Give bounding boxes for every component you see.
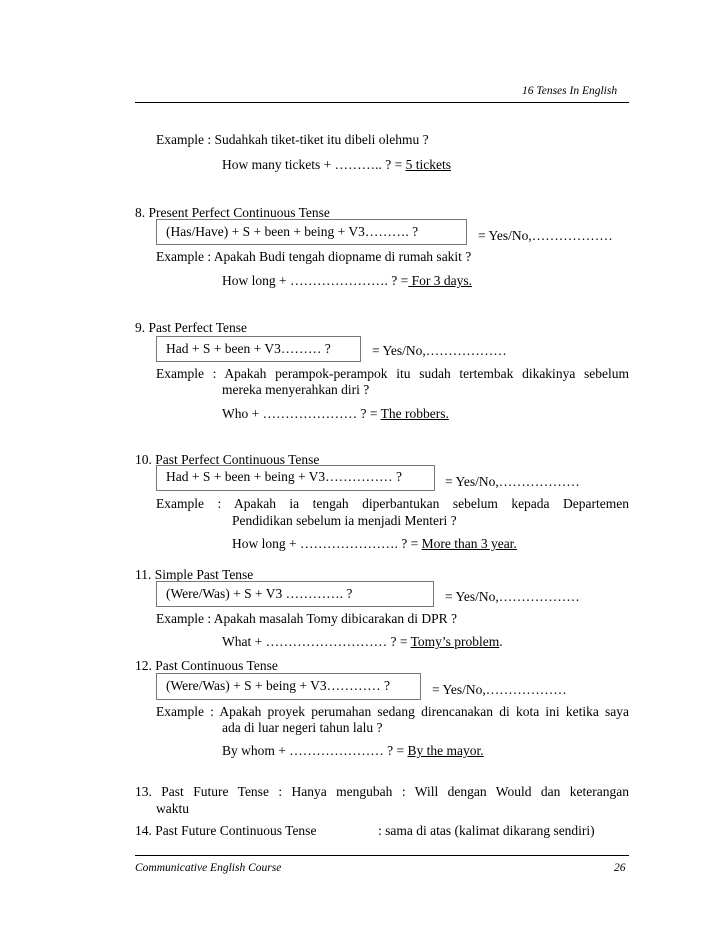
section-10-example-line-1: Example : Apakah ia tengah diperbantukan sebelum kepada Departemen (156, 496, 629, 511)
section-13-line-2: waktu (156, 801, 189, 816)
section-10-formula: Had + S + been + being + V3…………… ? (166, 469, 403, 484)
section-11-question-end: . (499, 634, 503, 649)
intro-example: Example : Sudahkah tiket-tiket itu dibeli olehmu ? (156, 132, 429, 147)
section-11-result: = Yes/No,……………… (445, 589, 580, 604)
section-9-answer: The robbers. (380, 406, 449, 421)
footer-course: Communicative English Course (135, 862, 282, 874)
section-9-formula: Had + S + been + V3……… ? (166, 341, 331, 356)
section-10-title: 10. Past Perfect Continuous Tense (135, 452, 320, 467)
section-8-result: = Yes/No,……………… (478, 228, 613, 243)
header-rule (135, 102, 629, 103)
section-11-question-text: What + ……………………… ? = (222, 634, 411, 649)
section-9-example-line-2: mereka menyerahkan diri ? (222, 382, 370, 397)
section-9-result: = Yes/No,……………… (372, 343, 507, 358)
section-13-line-1: 13. Past Future Tense : Hanya mengubah : Will dengan Would dan keterangan (135, 784, 629, 799)
section-10-question (232, 536, 517, 552)
section-8-example: Example : Apakah Budi tengah diopname di rumah sakit ? (156, 249, 472, 264)
section-12-question (222, 743, 484, 759)
section-12-example-line-2: ada di luar negeri tahun lalu ? (222, 720, 383, 735)
intro-question-text: How many tickets + ……….. ? = (222, 157, 406, 172)
section-11-formula: (Were/Was) + S + V3 …………. ? (166, 586, 353, 601)
section-11-question (222, 634, 503, 650)
section-12-question-text: By whom + ………………… ? = (222, 743, 408, 758)
section-9-example-line-1: Example : Apakah perampok-perampok itu sudah tertembak dikakinya sebelum (156, 366, 629, 381)
running-header: 16 Tenses In English (522, 85, 618, 97)
page-number: 26 (614, 862, 626, 874)
intro-question (222, 157, 451, 173)
section-12-answer: By the mayor. (407, 743, 484, 758)
section-12-title: 12. Past Continuous Tense (135, 658, 278, 673)
section-14-note: : sama di atas (kalimat dikarang sendiri) (378, 823, 595, 838)
footer-rule (135, 855, 629, 856)
section-14-title: 14. Past Future Continuous Tense (135, 823, 317, 838)
section-11-example: Example : Apakah masalah Tomy dibicarakan di DPR ? (156, 611, 457, 626)
section-9-title: 9. Past Perfect Tense (135, 320, 248, 335)
section-8-formula: (Has/Have) + S + been + being + V3………. ? (166, 224, 419, 239)
section-10-answer: More than 3 year. (421, 536, 517, 551)
section-11-title: 11. Simple Past Tense (135, 567, 254, 582)
section-9-question-text: Who + ………………… ? = (222, 406, 381, 421)
section-8-question-text: How long + …………………. ? = (222, 273, 409, 288)
section-8-question (222, 273, 472, 289)
section-8-title: 8. Present Perfect Continuous Tense (135, 205, 330, 220)
section-8-answer: For 3 days. (408, 273, 472, 288)
section-11-answer: Tomy’s problem (410, 634, 500, 649)
section-10-example-line-2: Pendidikan sebelum ia menjadi Menteri ? (232, 513, 457, 528)
section-10-result: = Yes/No,……………… (445, 474, 580, 489)
section-9-question (222, 406, 449, 422)
intro-answer: 5 tickets (405, 157, 451, 172)
section-12-example-line-1: Example : Apakah proyek perumahan sedang direncanakan di kota ini ketika saya (156, 704, 629, 719)
section-10-question-text: How long + …………………. ? = (232, 536, 422, 551)
section-12-result: = Yes/No,……………… (432, 682, 567, 697)
section-12-formula: (Were/Was) + S + being + V3………… ? (166, 678, 391, 693)
